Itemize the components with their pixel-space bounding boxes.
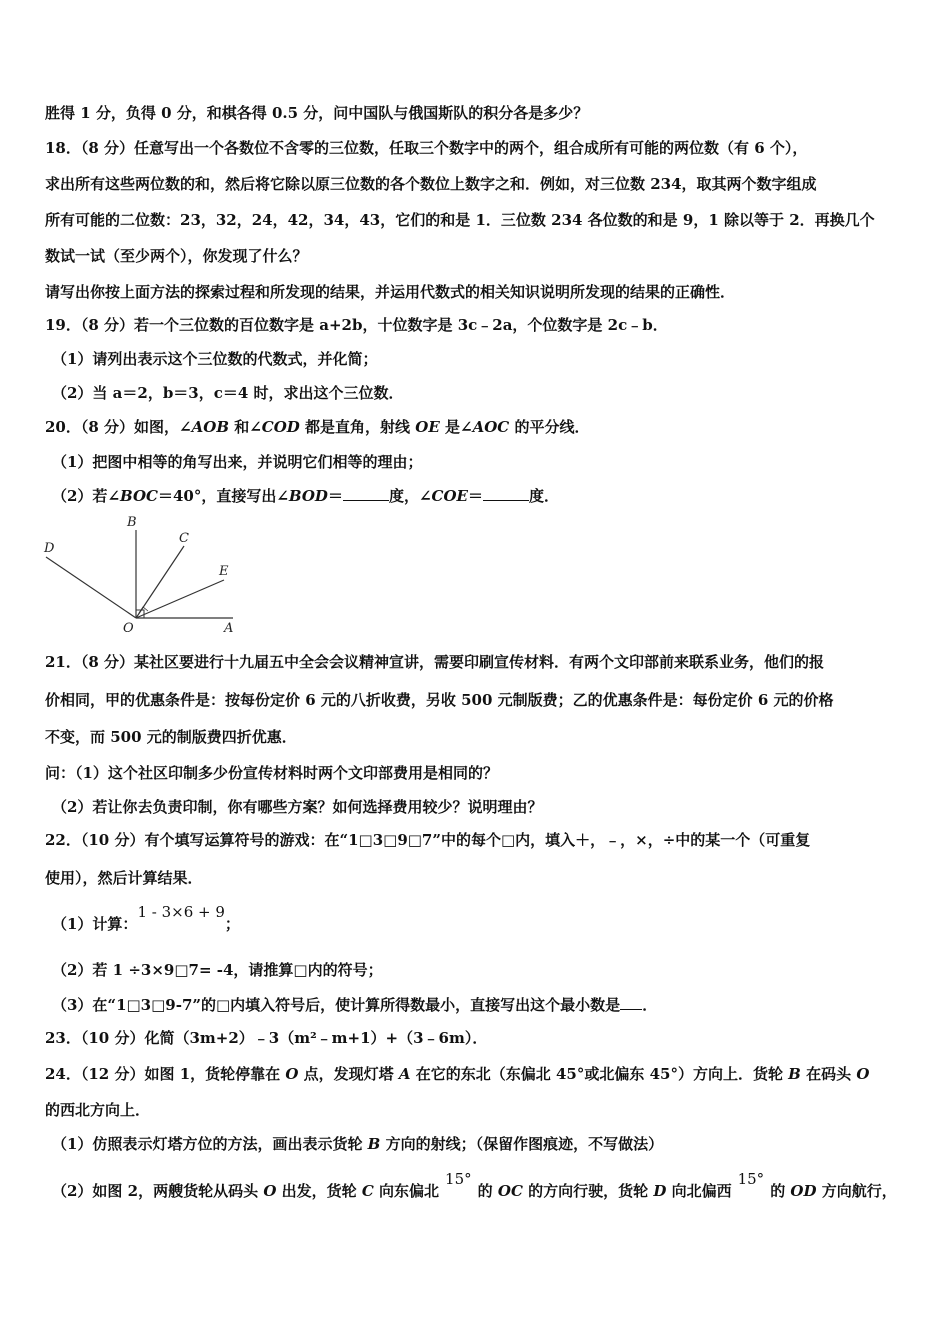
- text: 的方向行驶，货轮: [522, 1182, 654, 1200]
- question-18-line: 数试一试（至少两个），你发现了什么？: [45, 247, 308, 265]
- math-angle: ∠BOD: [276, 487, 328, 505]
- question-18-line: 18．（8 分）任意写出一个各数位不含零的三位数，任取三个数字中的两个，组合成所有可能的两位数（有 6 个），: [45, 139, 808, 157]
- label-e: E: [219, 564, 229, 579]
- text: 向东偏北: [373, 1182, 440, 1200]
- text: 度，: [388, 487, 419, 505]
- question-20-part-2: [52, 485, 910, 507]
- math-point: A: [398, 1065, 411, 1083]
- text: 的: [770, 1182, 791, 1200]
- text: 方向航行，: [816, 1182, 897, 1200]
- question-22-line: 使用），然后计算结果．: [45, 869, 203, 887]
- text: 是: [439, 418, 461, 436]
- text: （2）如图 2，两艘货轮从码头: [52, 1182, 264, 1200]
- answer-blank[interactable]: [343, 486, 389, 501]
- text: 和: [229, 418, 250, 436]
- math-point: C: [361, 1182, 374, 1200]
- text-line: 胜得 1 分，负得 0 分，和棋各得 0.5 分，问中国队与俄国斯队的积分各是多少？: [45, 104, 589, 122]
- question-20-line: [45, 416, 910, 438]
- text: 方向的射线；（保留作图痕迹，不写做法）: [380, 1135, 664, 1153]
- text: （1）计算：: [52, 915, 138, 933]
- text: 20．（8 分）如图，: [45, 418, 180, 436]
- question-22-part-2: （2）若 1 ÷3×9□7= -4，请推算□内的符号；: [52, 961, 383, 979]
- text: ＝40°，直接写出: [157, 487, 277, 505]
- text: 在码头: [800, 1065, 857, 1083]
- math-degree: 15°: [445, 1170, 472, 1188]
- question-19-line: 19．（8 分）若一个三位数的百位数字是 a+2b，十位数字是 3c﹣2a，个位数字是 2c﹣b．: [45, 316, 668, 334]
- label-d: D: [44, 541, 55, 556]
- math-ray: OD: [790, 1182, 817, 1200]
- math-point: B: [788, 1065, 801, 1083]
- text: （1）仿照表示灯塔方位的方法，画出表示货轮: [52, 1135, 368, 1153]
- ray-od: [46, 557, 136, 618]
- text: （3）在“1□3□9-7”的□内填入符号后，使计算所得数最小，直接写出这个最小数是: [52, 996, 621, 1014]
- text: ＝: [468, 487, 484, 505]
- math-point: O: [285, 1065, 299, 1083]
- question-18-line: 求出所有这些两位数的和，然后将它除以原三位数的各个数位上数字之和．例如，对三位数 234，取其两个数字组成: [45, 175, 817, 193]
- question-22-part-1: [52, 903, 910, 935]
- angle-figure: [38, 512, 248, 642]
- question-20-part-1: （1）把图中相等的角写出来，并说明它们相等的理由；: [52, 453, 423, 471]
- math-angle: ∠COE: [418, 487, 468, 505]
- question-21-line: 21．（8 分）某社区要进行十九届五中全会会议精神宣讲，需要印刷宣传材料．有两个文印部前来联系业务，他们的报: [45, 653, 825, 671]
- question-23-line: 23．（10 分）化简（3m+2）﹣3（m²﹣m+1）+（3﹣6m）．: [45, 1029, 488, 1047]
- answer-blank[interactable]: [620, 995, 642, 1010]
- answer-blank[interactable]: [483, 486, 529, 501]
- question-22-line: 22．（10 分）有个填写运算符号的游戏：在“1□3□9□7”中的每个□内，填入＋，﹣，×，÷中的某一个（可重复: [45, 831, 811, 849]
- math-point: O: [263, 1182, 277, 1200]
- text: 度．: [529, 487, 560, 505]
- question-24-line: [45, 1063, 910, 1085]
- question-18-line: 请写出你按上面方法的探索过程和所发现的结果，并运用代数式的相关知识说明所发现的结果的正确性．: [45, 283, 736, 301]
- math-formula: 1 - 3×6 + 9: [137, 903, 225, 921]
- question-19-part-1: （1）请列出表示这个三位数的代数式，并化简；: [52, 350, 378, 368]
- math-point: B: [367, 1135, 381, 1153]
- question-24-part-2: [52, 1170, 910, 1202]
- question-21-line: 价相同，甲的优惠条件是：按每份定价 6 元的八折收费，另收 500 元制版费；乙的优惠条件是：每份定价 6 元的价格: [45, 691, 834, 709]
- label-c: C: [179, 531, 189, 546]
- question-21-line: 不变，而 500 元的制版费四折优惠．: [45, 728, 297, 746]
- math-angle: ∠AOC: [460, 418, 510, 436]
- text: ＝: [327, 487, 343, 505]
- text: 在它的东北（东偏北 45°或北偏东 45°）方向上．货轮: [410, 1065, 789, 1083]
- text: 的: [477, 1182, 498, 1200]
- text: （2）若: [52, 487, 108, 505]
- text: 24．（12 分）如图 1，货轮停靠在: [45, 1065, 286, 1083]
- math-angle: ∠AOB: [179, 418, 229, 436]
- math-ray: OE: [415, 418, 440, 436]
- question-24-line: 的西北方向上．: [45, 1101, 151, 1119]
- math-point: D: [653, 1182, 667, 1200]
- label-o: O: [123, 621, 134, 636]
- question-18-line: 所有可能的二位数：23，32，24，42，34，43，它们的和是 1．三位数 234 各位数的和是 9，1 除以等于 2．再换几个: [45, 211, 875, 229]
- math-angle: ∠BOC: [107, 487, 158, 505]
- question-19-part-2: （2）当 a＝2，b＝3，c＝4 时，求出这个三位数．: [52, 384, 404, 402]
- text: 点，发现灯塔: [298, 1065, 399, 1083]
- text: ；: [224, 915, 240, 933]
- text: 都是直角，射线: [299, 418, 416, 436]
- text: 向北偏西: [666, 1182, 732, 1200]
- math-point: O: [856, 1065, 870, 1083]
- question-22-part-3: [52, 994, 910, 1016]
- question-24-part-1: [52, 1133, 910, 1155]
- text: 的平分线．: [509, 418, 590, 436]
- label-b: B: [127, 515, 137, 530]
- math-angle: ∠COD: [249, 418, 300, 436]
- math-degree: 15°: [737, 1170, 765, 1188]
- label-a: A: [224, 621, 234, 636]
- text: ．: [642, 996, 658, 1014]
- question-21-part-2: （2）若让你去负责印制，你有哪些方案？如何选择费用较少？说明理由？: [52, 798, 543, 816]
- question-21-line: 问：（1）这个社区印制多少份宣传材料时两个文印部费用是相同的？: [45, 764, 498, 782]
- text: 出发，货轮: [276, 1182, 362, 1200]
- math-ray: OC: [497, 1182, 523, 1200]
